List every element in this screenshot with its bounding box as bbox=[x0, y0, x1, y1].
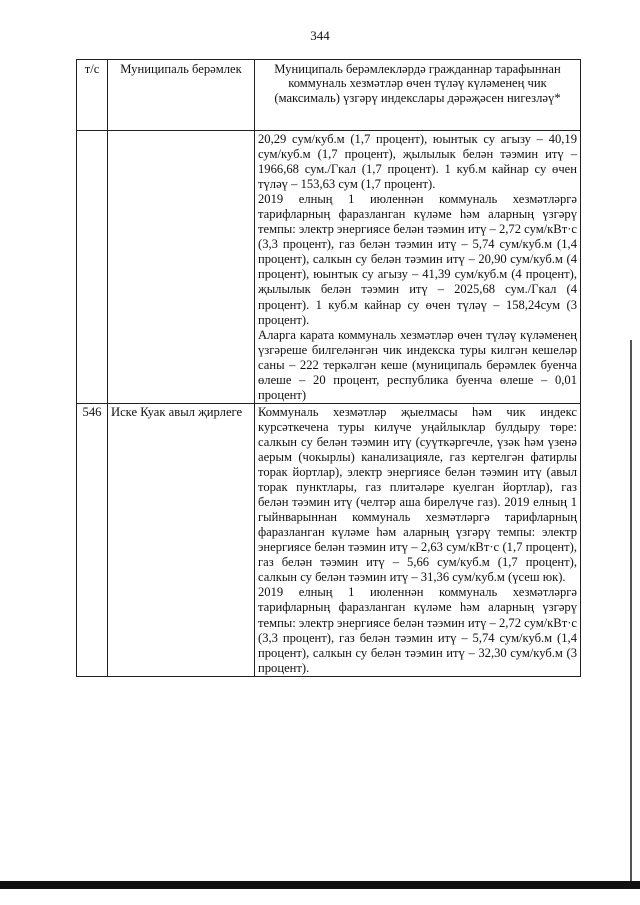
paragraph: 2019 елның 1 июленнән коммуналь хезмәтләргә тарифларның фаразланган күләме һәм аларның үзгәрү темпы: электр энергиясе белән тәэмин итү – 2,72 сум/кВт·с (3,3 процент), газ белән тәэмин итү – 5,74 сум/куб.м (1,4 процент), салкын су белән тәэмин итү – 20,90 сум/куб.м (4 процент), юынтык су агызу – 41,39 сум/куб.м (4 процент), җылылык белән тәэмин итү – 2025,68 сум./Гкал (4 процент). 1 куб.м кайнар су өчен түләү – 158,24сум (3 процент). bbox=[258, 192, 577, 327]
row-justification bbox=[255, 403, 581, 676]
scan-bottom-border bbox=[0, 881, 640, 889]
paragraph: Аларга карата коммуналь хезмәтләр өчен түләү күләменең үзгәреше билгеләнгән чик индекска туры килгән кешеләр саны – 222 теркәлгән кеше (муниципаль берәмлек буенча өлеше – 20 процент, республика буенча өлеше – 0,01 процент) bbox=[258, 327, 577, 402]
row-municipality: Иске Куак авыл җирлеге bbox=[108, 403, 255, 676]
tariff-table bbox=[76, 59, 581, 677]
scan-edge-line bbox=[630, 340, 632, 885]
header-number: т/с bbox=[77, 60, 108, 131]
table-row bbox=[77, 403, 581, 676]
paragraph: 20,29 сум/куб.м (1,7 процент), юынтык су агызу – 40,19 сум/куб.м (1,7 процент), җылылык белән тәэмин итү – 1966,68 сум./Гкал (1,7 процент). 1 куб.м кайнар су өчен түләү – 153,63 сум (1,7 процент). bbox=[258, 132, 577, 192]
page-number: 344 bbox=[310, 28, 330, 43]
paragraph: Коммуналь хезмәтләр җыелмасы һәм чик индекс курсәткечена туры килүче уңайлыклар булдыру төре: салкын су белән тәэмин итү (суүткәргечле, үзәк һәм үзенә аерым (чокырлы) канализацияле, газ кертелгән фатирлы торак йортлар), электр энергиясе белән тәэмин итү (авыл торак пунктлары, газ плитәләре куелган йортлар), газ белән тәэмин итү (челтәр аша бирелүче газ). 2019 елның 1 гыйнварыннан коммуналь хезмәтләргә тарифларның фаразланган күләме һәм аларның үзгәрү темпы: электр энергиясе белән тәэмин итү – 2,63 сум/кВт·с (1,7 процент), газ белән тәэмин итү – 5,66 сум/куб.м (1,7 процент), салкын су белән тәэмин итү – 31,36 сум/куб.м (үсеш юк). bbox=[258, 404, 577, 585]
table-row bbox=[77, 131, 581, 404]
row-justification bbox=[255, 131, 581, 404]
paragraph: 2019 елның 1 июленнән коммуналь хезмәтләргә тарифларның фаразланган күләме һәм аларның үзгәрү темпы: электр энергиясе белән тәэмин итү – 2,72 сум/кВт·с (3,3 процент), газ белән тәэмин итү – 5,74 сум/куб.м (1,4 процент), салкын су белән тәэмин итү – 32,30 сум/куб.м (3 процент). bbox=[258, 585, 577, 675]
table-header-row bbox=[77, 60, 581, 131]
row-number: 546 bbox=[77, 403, 108, 676]
row-municipality bbox=[108, 131, 255, 404]
header-municipality: Муниципаль берәмлек bbox=[108, 60, 255, 131]
row-number bbox=[77, 131, 108, 404]
header-justification: Муниципаль берәмлекләрдә гражданнар тарафыннан коммуналь хезмәтләр өчен түләү күләменең чик (максималь) үзгәрү индекслары дәрәҗәсен нигезләү* bbox=[255, 60, 581, 131]
